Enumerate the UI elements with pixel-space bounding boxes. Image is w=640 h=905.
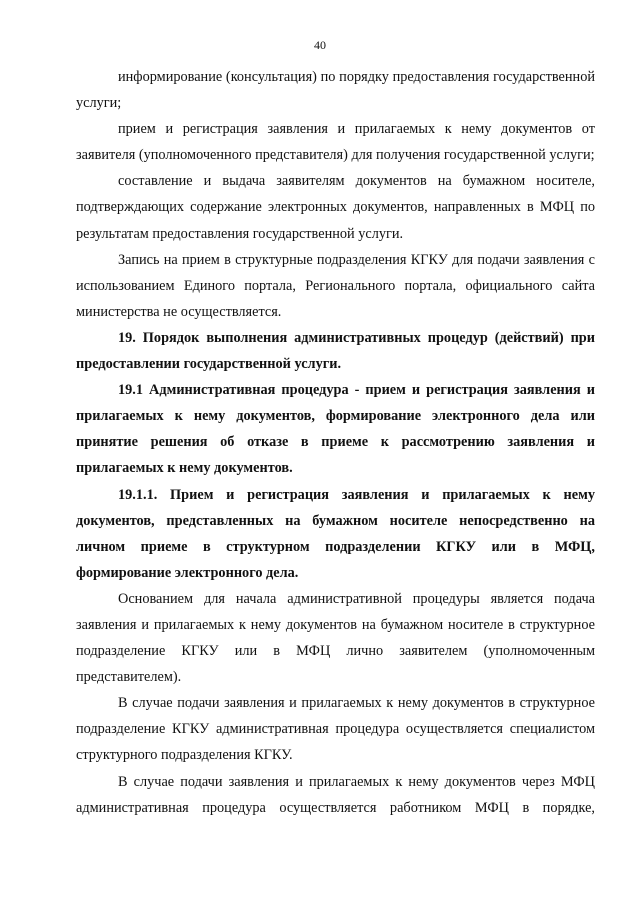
page-number: 40: [314, 38, 326, 52]
paragraph-procedure-basis: Основанием для начала административной процедуры является подача заявления и прилагаемых к нему документов на бумажном носителе в структурное подразделение КГКУ или в МФЦ лично заявителем (уполномоченным представителем).: [76, 590, 595, 686]
section-heading-19: 19. Порядок выполнения административных процедур (действий) при предоставлении государственной услуги.: [76, 329, 595, 373]
section-heading-19-1-1: 19.1.1. Прием и регистрация заявления и прилагаемых к нему документов, представленных на бумажном носителе непосредственно на личном приеме в структурном подразделении КГКУ или в МФЦ, формирование электронного дела.: [76, 486, 595, 581]
paragraph-document-issuance: составление и выдача заявителям документов на бумажном носителе, подтверждающих содержание электронных документов, направленных в МФЦ по результатам предоставления государственной услуги.: [76, 173, 595, 242]
paragraph-reception-registration: прием и регистрация заявления и прилагаемых к нему документов от заявителя (уполномоченного представителя) для получения государственной услуги;: [76, 121, 595, 164]
paragraph-appointment-booking: Запись на прием в структурные подразделения КГКУ для подачи заявления с использованием Единого портала, Регионального портала, официального сайта министерства не осуществляется.: [76, 251, 595, 320]
paragraph-kgku-submission: В случае подачи заявления и прилагаемых к нему документов в структурное подразделение КГКУ административная процедура осуществляется специалистом структурного подразделения КГКУ.: [76, 695, 595, 764]
document-body: [76, 64, 595, 821]
section-heading-19-1: 19.1 Административная процедура - прием и регистрация заявления и прилагаемых к нему документов, формирование электронного дела или принятие решения об отказе в приеме к рассмотрению заявления и прилагаемых к нему документов.: [76, 382, 595, 477]
paragraph-informing: информирование (консультация) по порядку предоставления государственной услуги;: [76, 69, 595, 112]
paragraph-mfc-submission: В случае подачи заявления и прилагаемых к нему документов через МФЦ административная процедура осуществляется работником МФЦ в порядке,: [76, 773, 595, 816]
